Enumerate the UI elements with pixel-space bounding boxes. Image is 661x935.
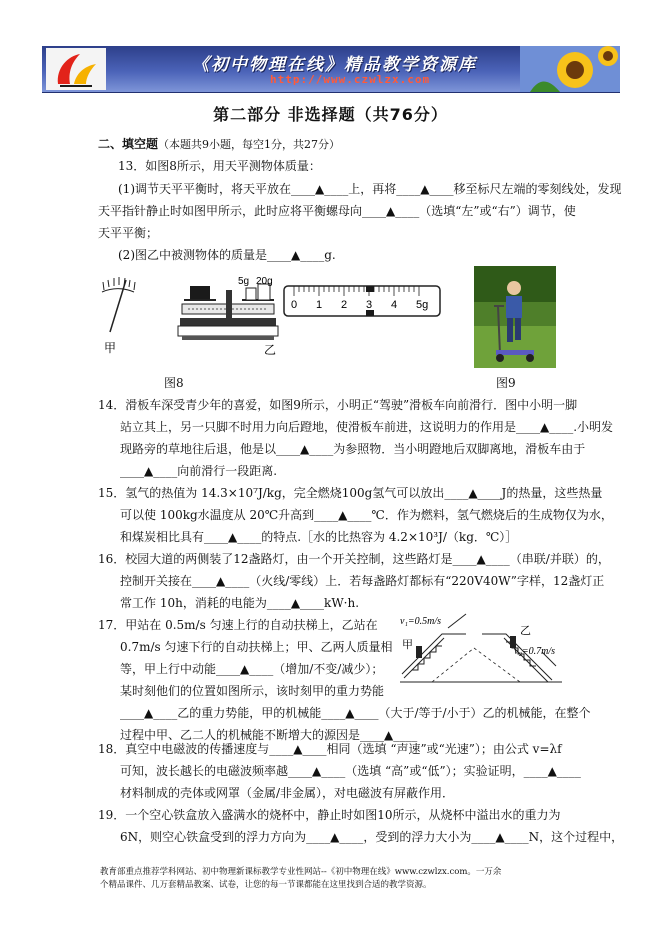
q16-line-1: 16．校园大道的两侧装了12盏路灯，由一个开关控制，这些路灯是____▲____（串联/并联）的， bbox=[98, 552, 610, 566]
q13-line-1: (1)调节天平平衡时，将天平放在____▲____上，再将____▲____移至标尺左端的零刻线处，发现 bbox=[118, 182, 622, 196]
page-footer bbox=[100, 866, 590, 892]
footer-line-2: 个精品课件、几万套精品教案、试卷，让您的每一节课都能在这里找到合适的教学资源。 bbox=[100, 880, 432, 890]
balance-pointer-scale bbox=[102, 277, 135, 332]
part2-note: （本题共9小题，每空1分，共27分） bbox=[158, 138, 341, 151]
q15-line-2: 可以使 100kg水温度从 20℃升高到____▲____℃．作为燃料，氢气燃烧后的生成物仅为水， bbox=[120, 508, 613, 522]
velocity-yi-label: v₂=0.7m/s bbox=[514, 646, 556, 657]
q14-line-1: 14．滑板车深受青少年的喜爱，如图9所示，小明正“驾驶”滑板车向前滑行．图中小明一脚 bbox=[98, 398, 578, 412]
q15-line-3: 和煤炭相比具有____▲____的特点.［水的比热容为 4.2×10³J/（kg．℃）］ bbox=[120, 530, 518, 544]
q18-line-2: 可知，波长越长的电磁波频率越____▲____（选填 “高”或“低”）；实验证明，____▲____ bbox=[120, 764, 581, 778]
q17-line-6: 过程中甲、乙二人的机械能不断增大的源因是____▲____ bbox=[120, 728, 418, 742]
banner-title: 《初中物理在线》精品教学资源库 bbox=[192, 55, 477, 75]
scale-tick-label: 4 bbox=[391, 299, 398, 311]
site-logo-icon bbox=[46, 48, 106, 90]
q19-line-1: 19．一个空心铁盒放入盛满水的烧杯中，静止时如图10所示，从烧杯中溢出水的重力为 bbox=[98, 808, 561, 822]
velocity-jia-label: v₁=0.5m/s bbox=[400, 616, 442, 627]
q16-line-2: 控制开关接在____▲____（火线/零线）上．若每盏路灯都标有“220V40W”字样，12盏灯正 bbox=[120, 574, 605, 588]
scale-tick-label: 3 bbox=[366, 299, 373, 311]
escalator-label-jia: 甲 bbox=[402, 638, 413, 651]
q13-stem: 13．如图8所示，用天平测物体质量： bbox=[118, 159, 321, 173]
weight-5g-label: 5g bbox=[238, 276, 250, 287]
q13-line-4: (2)图乙中被测物体的质量是____▲____g. bbox=[118, 248, 336, 262]
figure9-caption: 图9 bbox=[496, 376, 516, 390]
q18-line-3: 材料制成的壳体或网罩（金属/非金属），对电磁波有屏蔽作用． bbox=[120, 786, 455, 800]
balance-scale-drawing bbox=[178, 284, 278, 340]
q17-line-3: 等，甲上行中动能____▲____（增加/不变/减少）； bbox=[120, 662, 384, 676]
escalator-label-yi: 乙 bbox=[520, 624, 531, 637]
figure8-label-jia: 甲 bbox=[104, 341, 117, 355]
q17-line-5: ____▲____乙的重力势能，甲的机械能____▲____（大于/等于/小于）乙的机械能，在整个 bbox=[120, 706, 591, 720]
scale-tick-label: 5g bbox=[416, 299, 429, 311]
q19-line-2: 6N，则空心铁盒受到的浮力方向为____▲____，受到的浮力大小为____▲____N，这个过程中， bbox=[120, 830, 624, 844]
weight-20g-label: 20g bbox=[256, 276, 273, 287]
footer-line-1: 教育部重点推荐学科网站、初中物理新课标教学专业性网站--《初中物理在线》www.czwlzx.com。一万余 bbox=[100, 867, 502, 877]
part2-heading: 二、填空题 bbox=[98, 137, 159, 151]
q18-line-1: 18．真空中电磁波的传播速度与____▲____相同（选填 “声速”或“光速”）；由公式 v=λf bbox=[98, 742, 562, 756]
q16-line-3: 常工作 10h，消耗的电能为____▲____kW·h. bbox=[120, 596, 360, 610]
q13-line-2: 天平指针静止时如图甲所示，此时应将平衡螺母向____▲____（选填“左”或“右”）调节，使 bbox=[98, 204, 576, 218]
figure8-label-yi: 乙 bbox=[264, 343, 277, 357]
section-title: 第二部分 非选择题（共76分） bbox=[213, 105, 448, 124]
sunflower-icon bbox=[520, 46, 620, 92]
banner-url[interactable]: http://www.czwlzx.com bbox=[270, 73, 431, 86]
q13-line-3: 天平平衡； bbox=[98, 226, 159, 240]
part2-heading-row bbox=[98, 135, 340, 154]
person-jia bbox=[416, 646, 422, 658]
escalator-figure bbox=[392, 612, 572, 690]
q17-line-2: 0.7m/s 匀速下行的自动扶梯上；甲、乙两人质量相 bbox=[120, 640, 393, 654]
q17-line-1: 17．甲站在 0.5m/s 匀速上行的自动扶梯上，乙站在 bbox=[98, 618, 378, 632]
figure-8 bbox=[98, 272, 443, 362]
q14-line-3: 现路旁的草地往后退，他是以____▲____为参照物．当小明蹬地后双脚离地，滑板车由于 bbox=[120, 442, 586, 456]
scale-tick-label: 0 bbox=[291, 299, 298, 311]
q14-line-2: 站立其上，另一只脚不时用力向后蹬地，使滑板车前进，这说明力的作用是____▲____.小明发 bbox=[120, 420, 614, 434]
scale-tick-label: 2 bbox=[341, 299, 348, 311]
q14-line-4: ____▲____向前滑行一段距离. bbox=[120, 464, 278, 478]
scale-tick-label: 1 bbox=[316, 299, 323, 311]
figure-9-photo bbox=[474, 266, 556, 368]
q15-line-1: 15．氢气的热值为 14.3×10⁷J/kg，完全燃烧100g氢气可以放出____▲____J的热量，这些热量 bbox=[98, 486, 603, 500]
site-banner bbox=[42, 46, 620, 93]
q17-line-4: 某时刻他们的位置如图所示，该时刻甲的重力势能 bbox=[120, 684, 385, 698]
figure8-caption: 图8 bbox=[164, 376, 184, 390]
